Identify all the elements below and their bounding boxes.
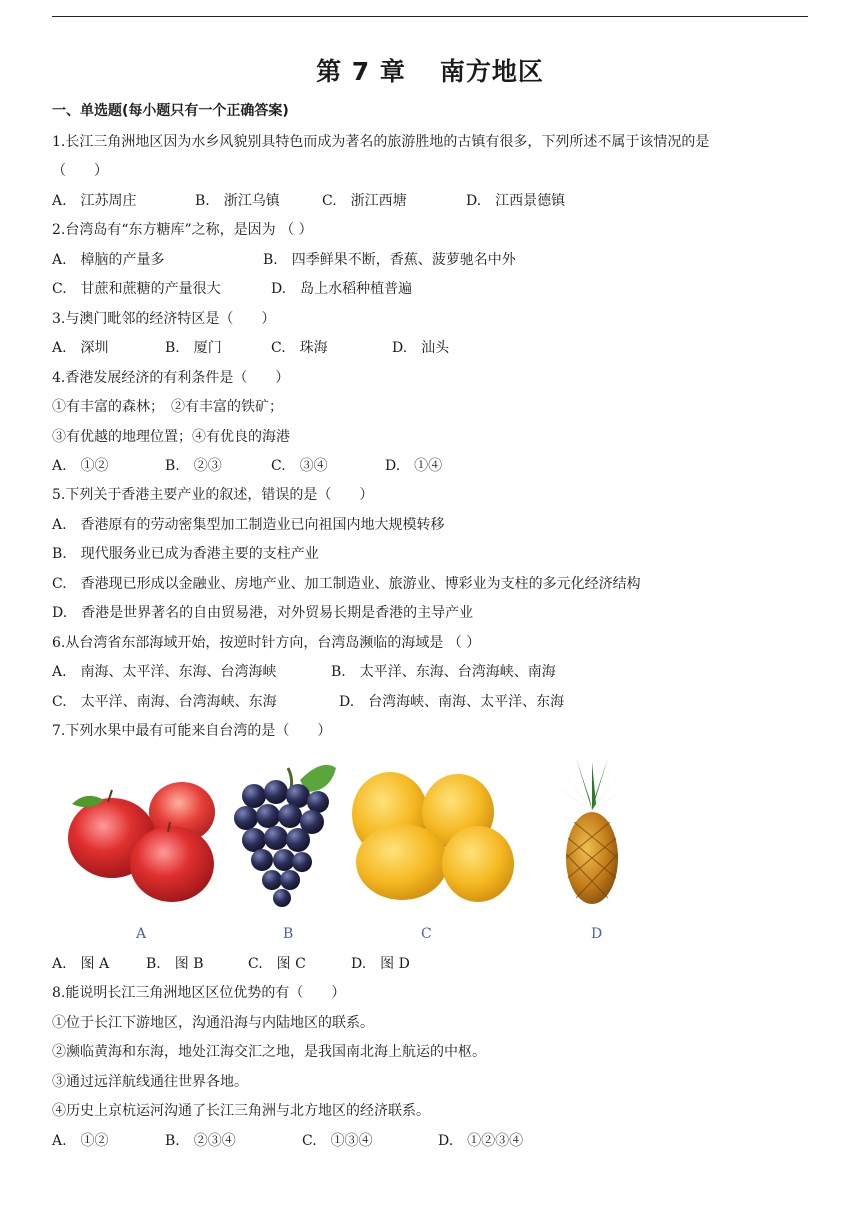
figure-label-d: D: [591, 926, 603, 942]
q7-option-d[interactable]: D. 图 D: [351, 956, 410, 972]
q8-option-c[interactable]: C. ①③④: [302, 1133, 373, 1149]
q8-option-b[interactable]: B. ②③④: [165, 1133, 236, 1149]
q4-option-b[interactable]: B. ②③: [165, 458, 222, 474]
q8-stem: 8.能说明长江三角洲地区区位优势的有（ ）: [52, 985, 346, 1001]
q4-option-c[interactable]: C. ③④: [271, 458, 328, 474]
q4-statement-2: ③有优越的地理位置；④有优良的海港: [52, 429, 290, 445]
q1-option-c[interactable]: C. 浙江西塘: [322, 193, 407, 209]
q8-statement-1: ①位于长江下游地区，沟通沿海与内陆地区的联系。: [52, 1015, 374, 1031]
q3-option-a[interactable]: A. 深圳: [52, 340, 109, 356]
q8-statement-2: ②濒临黄海和东海，地处江海交汇之地，是我国南北海上航运的中枢。: [52, 1044, 486, 1060]
q5-stem: 5.下列关于香港主要产业的叙述，错误的是（ ）: [52, 487, 374, 503]
q7-option-b[interactable]: B. 图 B: [146, 956, 204, 972]
q2-option-b[interactable]: B. 四季鲜果不断，香蕉、菠萝驰名中外: [263, 252, 516, 268]
q3-option-b[interactable]: B. 厦门: [165, 340, 222, 356]
figure-label-c: C: [421, 926, 432, 942]
q2-option-d[interactable]: D. 岛上水稻种植普遍: [271, 281, 413, 297]
q8-statement-4: ④历史上京杭运河沟通了长江三角洲与北方地区的经济联系。: [52, 1103, 430, 1119]
q5-option-c[interactable]: C. 香港现已形成以金融业、房地产业、加工制造业、旅游业、博彩业为支柱的多元化经济结构: [52, 576, 641, 592]
section-heading: 一、单选题(每小题只有一个正确答案): [52, 103, 289, 119]
q6-option-d[interactable]: D. 台湾海峡、南海、太平洋、东海: [339, 694, 565, 710]
chapter-name: 南方地区: [439, 57, 544, 86]
q2-stem: 2.台湾岛有“东方糖库”之称，是因为 （ ）: [52, 222, 313, 238]
q6-option-a[interactable]: A. 南海、太平洋、东海、台湾海峡: [52, 664, 277, 680]
q6-stem: 6.从台湾省东部海域开始，按逆时针方向，台湾岛濒临的海域是 （ ）: [52, 635, 481, 651]
mangoes-image: [350, 770, 520, 904]
q1-stem-bracket: （ ）: [52, 163, 108, 179]
q7-stem: 7.下列水果中最有可能来自台湾的是（ ）: [52, 723, 332, 739]
q4-option-a[interactable]: A. ①②: [52, 458, 109, 474]
figure-label-a: A: [136, 926, 147, 942]
q6-option-b[interactable]: B. 太平洋、东海、台湾海峡、南海: [331, 664, 556, 680]
q6-option-c[interactable]: C. 太平洋、南海、台湾海峡、东海: [52, 694, 277, 710]
figure-label-b: B: [283, 926, 294, 942]
q7-option-a[interactable]: A. 图 A: [52, 956, 110, 972]
header-rule: [52, 16, 808, 17]
q4-option-d[interactable]: D. ①④: [385, 458, 443, 474]
q8-option-a[interactable]: A. ①②: [52, 1133, 109, 1149]
q3-option-c[interactable]: C. 珠海: [271, 340, 328, 356]
chapter-number: 第 7 章: [316, 57, 406, 86]
q4-statement-1: ①有丰富的森林； ②有丰富的铁矿；: [52, 399, 283, 415]
q1-stem: 1.长江三角洲地区因为水乡风貌别具特色而成为著名的旅游胜地的古镇有很多，下列所述不属于该情况的是: [52, 134, 710, 150]
q5-option-d[interactable]: D. 香港是世界著名的自由贸易港，对外贸易长期是香港的主导产业: [52, 605, 474, 621]
apples-image: [64, 776, 224, 906]
q8-option-d[interactable]: D. ①②③④: [438, 1133, 524, 1149]
q4-stem: 4.香港发展经济的有利条件是（ ）: [52, 370, 290, 386]
q3-stem: 3.与澳门毗邻的经济特区是（ ）: [52, 311, 276, 327]
grapes-image: [230, 760, 340, 910]
pineapple-image: [546, 758, 638, 908]
q1-option-b[interactable]: B. 浙江乌镇: [195, 193, 280, 209]
page-title: [0, 52, 860, 88]
q7-option-c[interactable]: C. 图 C: [248, 956, 306, 972]
q2-option-a[interactable]: A. 樟脑的产量多: [52, 252, 165, 268]
q8-statement-3: ③通过远洋航线通往世界各地。: [52, 1074, 248, 1090]
q2-option-c[interactable]: C. 甘蔗和蔗糖的产量很大: [52, 281, 221, 297]
q1-option-d[interactable]: D. 江西景德镇: [466, 193, 566, 209]
q1-option-a[interactable]: A. 江苏周庄: [52, 193, 137, 209]
q5-option-b[interactable]: B. 现代服务业已成为香港主要的支柱产业: [52, 546, 319, 562]
q3-option-d[interactable]: D. 汕头: [392, 340, 450, 356]
q5-option-a[interactable]: A. 香港原有的劳动密集型加工制造业已向祖国内地大规模转移: [52, 517, 445, 533]
